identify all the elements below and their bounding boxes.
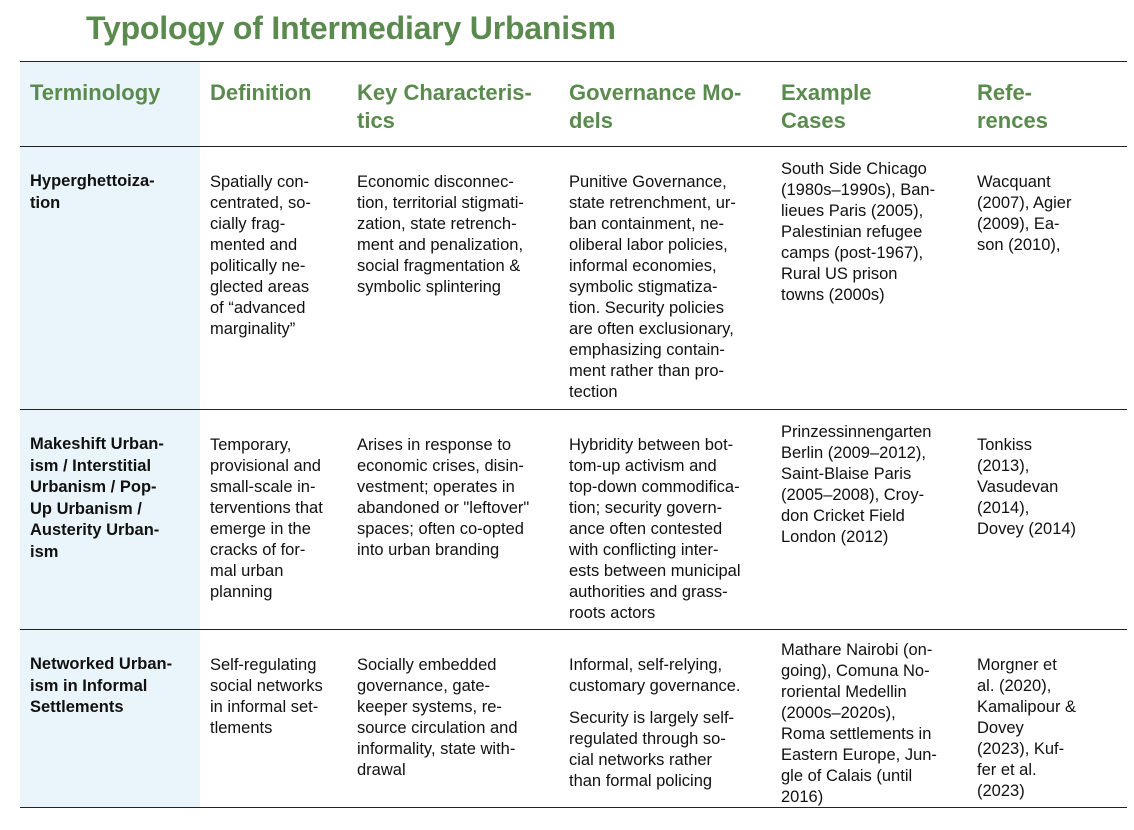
- cell-governance: Hybridity between bot- tom-up activism and top-down commodifica- tion; security govern- ance often contested with conflicting inter- ests between municipal authorities and grass- roots actors: [569, 436, 741, 622]
- cell-definition: Self-regulating social networks in informal set- tlements: [210, 656, 323, 737]
- table-header-row: [20, 61, 1127, 147]
- page-title: Typology of Intermediary Urbanism: [86, 10, 616, 46]
- cell-terminology: Hyperghettoiza- tion: [20, 147, 200, 409]
- cell-examples: South Side Chicago (1980s–1990s), Ban- lieues Paris (2005), Palestinian refugee camps (post-1967), Rural US prison towns (2000s): [781, 160, 936, 304]
- cell-key-characteristics: Economic disconnec- tion, territorial stigmati- zation, state retrench- ment and penalization, social fragmentation & symbolic splintering: [357, 173, 524, 296]
- cell-terminology: Makeshift Urban- ism / Interstitial Urbanism / Pop- Up Urbanism / Austerity Urban- ism: [20, 410, 200, 629]
- cell-terminology: Networked Urban- ism in Informal Settlements: [20, 630, 200, 807]
- cell-definition: Temporary, provisional and small-scale in- terventions that emerge in the cracks of for- mal urban planning: [210, 436, 323, 601]
- header-terminology: Terminology: [20, 62, 200, 146]
- cell-references: Wacquant (2007), Agier (2009), Ea- son (2010),: [977, 173, 1072, 254]
- typology-table: [20, 61, 1127, 808]
- cell-references: Tonkiss (2013), Vasudevan (2014), Dovey (2014): [977, 436, 1077, 538]
- table-row: [20, 410, 1127, 630]
- table-row: [20, 630, 1127, 808]
- header-governance-models: Governance Mo- dels: [569, 80, 742, 133]
- header-definition: Definition: [210, 80, 312, 105]
- cell-key-characteristics: Socially embedded governance, gate- keeper systems, re- source circulation and informality, state with- drawal: [357, 656, 518, 779]
- cell-examples: Mathare Nairobi (on- going), Comuna No- roriental Medellin (2000s–2020s), Roma settlements in Eastern Europe, Jun- gle of Calais (until 2016): [781, 641, 937, 806]
- cell-governance: Punitive Governance, state retrenchment, ur- ban containment, ne- oliberal labor policies, informal economies, symbolic stigmatiza- tion. Security policies are often exclusionary, emphasizing contain- ment rather than pro- tection: [569, 173, 736, 401]
- cell-key-characteristics: Arises in response to economic crises, disin- vestment; operates in abandoned or "leftover" spaces; often co-opted into urban branding: [357, 436, 530, 559]
- cell-examples: Prinzessinnengarten Berlin (2009–2012), Saint-Blaise Paris (2005–2008), Croy- don Cricket Field London (2012): [781, 423, 932, 546]
- cell-definition: Spatially con- centrated, so- cially frag- mented and politically ne- glected areas of “advanced marginality”: [210, 173, 311, 338]
- header-key-characteristics: Key Characteris- tics: [357, 80, 532, 133]
- cell-references: Morgner et al. (2020), Kamalipour & Dovey (2023), Kuf- fer et al. (2023): [977, 656, 1077, 800]
- cell-governance: Informal, self-relying, customary governance. Security is largely self- regulated through so- cial networks rather than formal policing: [569, 656, 741, 790]
- header-example-cases: Example Cases: [781, 80, 872, 133]
- header-references: Refe- rences: [977, 80, 1048, 133]
- table-row: [20, 147, 1127, 410]
